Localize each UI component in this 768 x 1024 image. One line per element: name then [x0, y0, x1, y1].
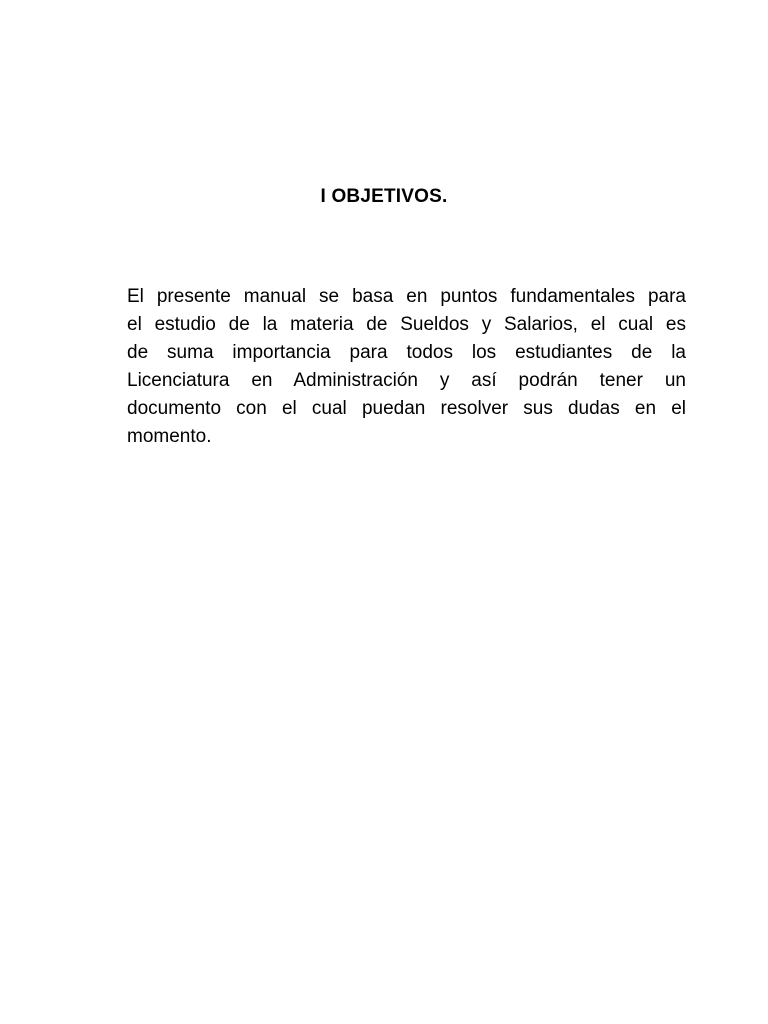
body-paragraph: [127, 283, 686, 451]
paragraph-line: de suma importancia para todos los estudiantes de la: [127, 342, 686, 363]
section-heading: I OBJETIVOS.: [320, 186, 448, 207]
paragraph-line: documento con el cual puedan resolver sus dudas en el: [127, 398, 686, 419]
paragraph-line: El presente manual se basa en puntos fundamentales para: [127, 286, 686, 307]
paragraph-line: el estudio de la materia de Sueldos y Salarios, el cual es: [127, 314, 686, 335]
paragraph-line: Licenciatura en Administración y así podrán tener un: [127, 370, 686, 391]
paragraph-line: momento.: [127, 426, 212, 447]
